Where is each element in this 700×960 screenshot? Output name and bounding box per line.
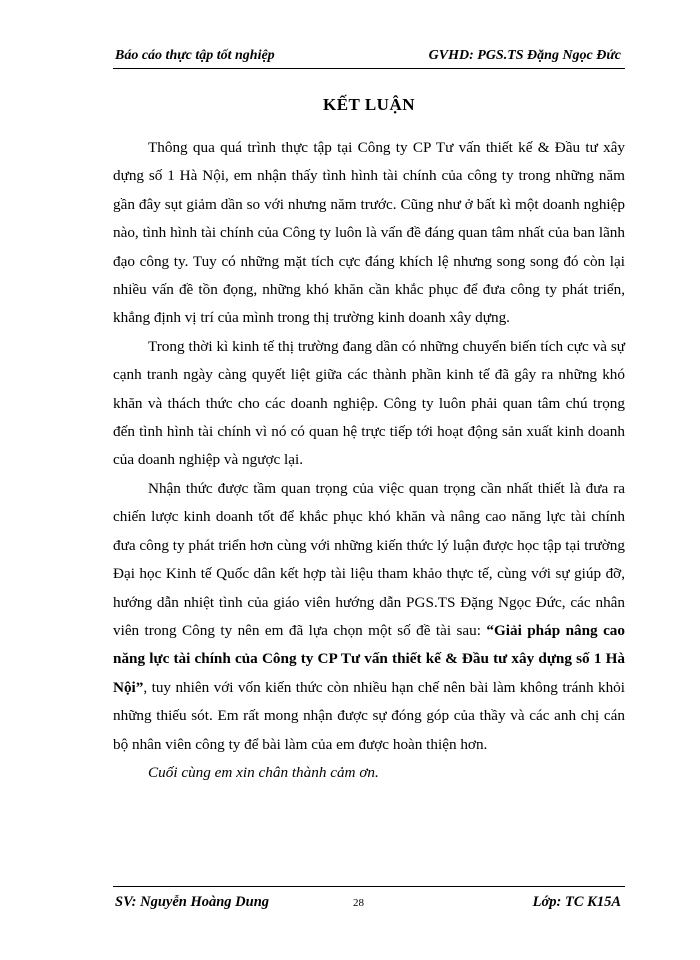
header-supervisor: GVHD: PGS.TS Đặng Ngọc Đức (428, 48, 621, 63)
paragraph-2: Trong thời kì kinh tế thị trường đang dần có những chuyển biến tích cực và sự cạnh tranh ngày càng quyết liệt giữa các thành phần kinh tế đã gây ra những khó khăn và thách thức cho các doanh nghiệp. Công ty luôn phải quan tâm chú trọng đến tình hình tài chính vì nó có quan hệ trực tiếp tới hoạt động sản xuất kinh doanh của doanh nghiệp và ngược lại. (113, 337, 625, 469)
page-footer (113, 886, 625, 913)
thesis-topic: “Giải pháp nâng cao năng lực tài chính của Công ty CP Tư vấn thiết kế & Đầu tư xây dựng số 1 Hà Nội” (113, 621, 625, 696)
page-title: KẾT LUẬN (322, 95, 415, 114)
footer-class: Lớp: TC K15A (532, 894, 621, 910)
footer-student-name: SV: Nguyễn Hoàng Dung (115, 894, 270, 910)
closing-thanks: Cuối cùng em xin chân thành cảm ơn. (148, 763, 379, 781)
paragraph-3 (113, 475, 625, 759)
page-header (113, 46, 625, 69)
header-report-title: Báo cáo thực tập tốt nghiệp (115, 48, 275, 63)
paragraph-1: Thông qua quá trình thực tập tại Công ty CP Tư vấn thiết kế & Đầu tư xây dựng số 1 Hà Nội, em nhận thấy tình hình tài chính của công ty trong những năm gần đây sụt giảm dần so với nhưng năm trước. Cũng như ở bất kì một doanh nghiệp nào, tình hình tài chính của Công ty luôn là vấn đề đáng quan tâm nhất của ban lãnh đạo công ty. Tuy có những mặt tích cực đáng khích lệ nhưng song song đó còn lại nhiều vấn đề tồn đọng, những khó khăn cần khắc phục để đưa công ty phát triển, khẳng định vị trí của mình trong thị trường kinh doanh xây dựng. (113, 139, 625, 327)
page-number: 28 (353, 897, 364, 909)
paragraph-3-start: Nhận thức được tầm quan trọng của việc quan trọng cần nhất thiết là đưa ra chiến lược kinh doanh tốt để khắc phục khó khăn và nâng cao năng lực tài chính đưa công ty phát triển hơn cùng với những kiến thức lý luận được học tập tại trường Đại học Kinh tế Quốc dân kết hợp tài liệu tham khảo thực tế, cùng với sự giúp đỡ, hướng dẫn nhiệt tình của giáo viên hướng dẫn PGS.TS Đặng Ngọc Đức, các nhân viên trong Công ty nên em đã lựa chọn một số đề tài sau: (113, 479, 625, 639)
conclusion-body (113, 134, 625, 787)
paragraph-3-end: , tuy nhiên với vốn kiến thức còn nhiều hạn chế nên bài làm không tránh khỏi những thiếu sót. Em rất mong nhận được sự đóng góp của thầy và các anh chị cán bộ nhân viên công ty để bài làm của em được hoàn thiện hơn. (113, 678, 625, 753)
